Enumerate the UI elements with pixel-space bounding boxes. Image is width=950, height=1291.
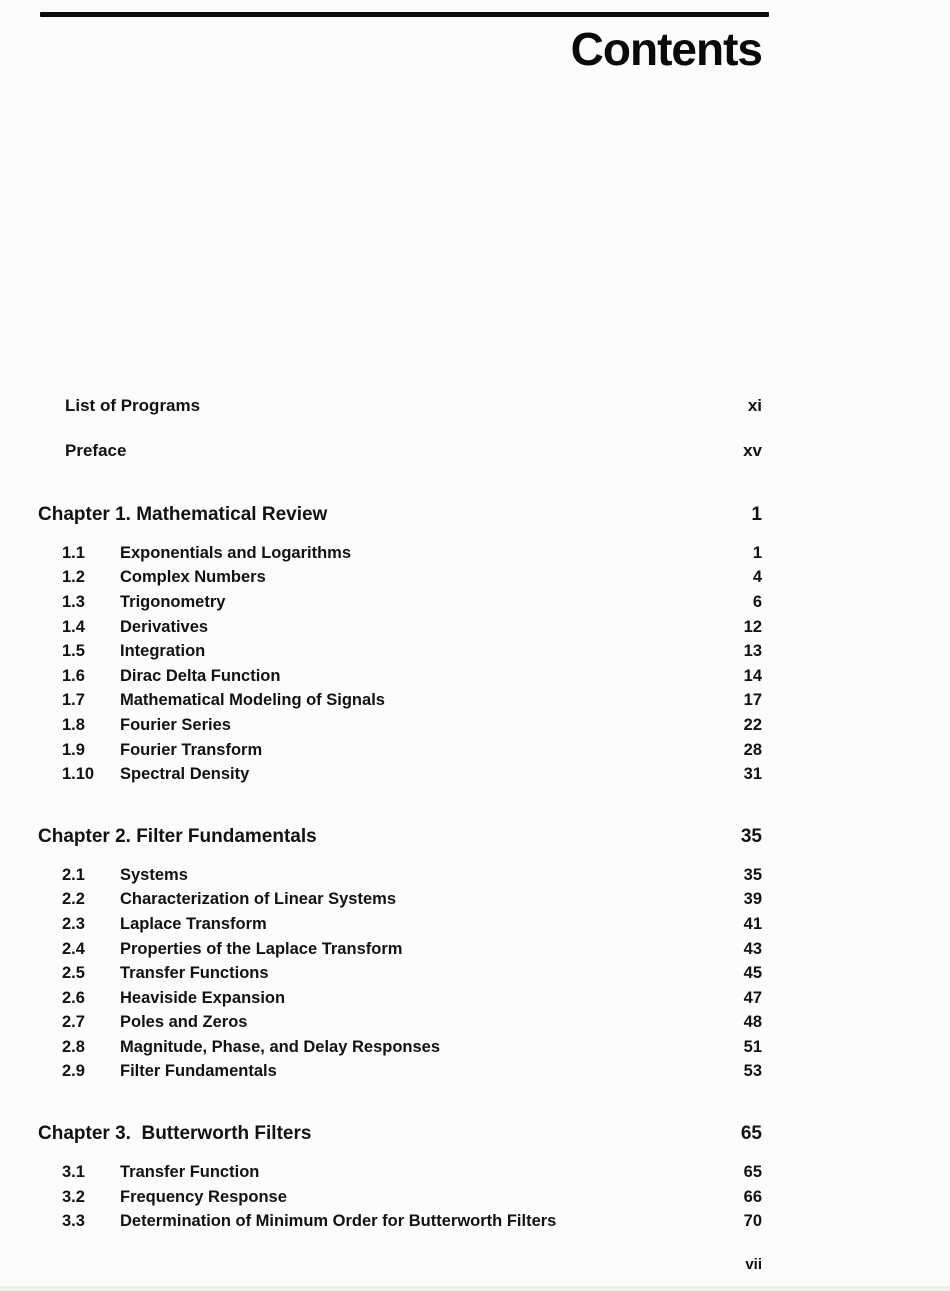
section-title: Complex Numbers [120,568,266,587]
chapter-heading-row [38,827,762,847]
chapter-list [38,505,762,1274]
chapter-block [38,505,762,787]
toc-entry [38,590,762,615]
front-matter-list [38,396,762,486]
section-title: Fourier Transform [120,740,263,759]
section-page-number: 53 [743,1062,762,1081]
toc-entry [38,762,762,787]
section-title: Transfer Functions [120,964,269,983]
section-number: 2.4 [62,939,85,958]
toc-entry [38,961,762,986]
chapter-heading-row [38,1124,762,1144]
section-number: 2.2 [62,890,85,909]
section-number: 1.5 [62,642,85,661]
section-title: Characterization of Linear Systems [120,890,397,909]
section-page-number: 6 [752,592,762,611]
toc-entry [38,664,762,689]
section-title: Derivatives [120,617,209,636]
section-title: Mathematical Modeling of Signals [120,691,385,710]
section-title: Trigonometry [120,592,226,611]
section-title: Heaviside Expansion [120,988,286,1007]
section-title: Properties of the Laplace Transform [120,939,403,958]
section-title: Dirac Delta Function [120,666,281,685]
section-title: Exponentials and Logarithms [120,543,352,562]
toc-entry [38,738,762,763]
chapter-heading-row [38,505,762,525]
section-number: 1.1 [62,543,85,562]
section-page-number: 13 [743,642,762,661]
chapter-page-number: 35 [740,825,762,847]
section-number: 1.3 [62,592,85,611]
section-title: Filter Fundamentals [120,1062,277,1081]
section-number: 2.9 [62,1062,85,1081]
toc-entry-page: xv [743,441,762,460]
section-page-number: 70 [743,1212,762,1231]
section-page-number: 14 [743,666,762,685]
chapter-title: Chapter 2. Filter Fundamentals [38,825,317,847]
section-number: 2.3 [62,914,85,933]
toc-entry [38,912,762,937]
section-page-number: 41 [743,914,762,933]
toc-entry [38,541,762,566]
section-page-number: 1 [752,543,762,562]
section-title: Determination of Minimum Order for Butterworth Filters [120,1212,557,1231]
section-number: 1.6 [62,666,85,685]
section-title: Fourier Series [120,715,231,734]
toc-entry [38,863,762,888]
toc-entry [38,713,762,738]
section-number: 1.2 [62,568,85,587]
toc-entry [38,689,762,714]
section-number: 2.6 [62,988,85,1007]
page-title: Contents [570,23,762,75]
section-number: 2.5 [62,964,85,983]
section-number: 2.1 [62,865,85,884]
section-title: Transfer Function [120,1163,260,1182]
section-number: 3.3 [62,1212,85,1231]
section-page-number: 12 [743,617,762,636]
toc-entry [38,566,762,591]
section-title: Systems [120,865,188,884]
section-page-number: 31 [743,765,762,784]
toc-entry-label: Preface [65,441,127,460]
section-page-number: 51 [743,1037,762,1056]
section-list [38,1160,762,1234]
section-number: 3.1 [62,1163,85,1182]
chapter-page-number: 1 [751,504,762,525]
toc-entry [38,1185,762,1210]
section-number: 2.7 [62,1013,85,1032]
section-number: 1.9 [62,740,85,759]
section-title: Integration [120,642,206,661]
section-title: Poles and Zeros [120,1013,248,1032]
section-number: 1.8 [62,715,85,734]
toc-entry [38,1209,762,1234]
section-number: 2.8 [62,1037,85,1056]
section-page-number: 43 [743,939,762,958]
chapter-page-number: 65 [740,1123,762,1145]
chapter-title: Chapter 1. Mathematical Review [38,504,328,525]
section-number: 1.10 [62,765,95,784]
chapter-title: Chapter 3. Butterworth Filters [38,1123,312,1145]
section-title: Laplace Transform [120,914,267,933]
toc-entry [38,639,762,664]
section-page-number: 28 [743,740,762,759]
section-page-number: 45 [743,964,762,983]
toc-entry [38,396,762,416]
toc-entry [38,937,762,962]
chapter-block [38,827,762,1084]
toc-entry [38,1035,762,1060]
toc-entry-label: List of Programs [65,396,201,415]
section-page-number: 47 [743,988,762,1007]
toc-entry [38,986,762,1011]
section-number: 1.4 [62,617,85,636]
section-page-number: 22 [743,715,762,734]
section-page-number: 4 [752,568,762,587]
section-page-number: 17 [743,691,762,710]
toc-entry [38,615,762,640]
section-title: Spectral Density [120,765,250,784]
toc-entry [38,1060,762,1085]
page-number-footer: vii [745,1256,762,1273]
section-page-number: 65 [743,1163,762,1182]
scan-edge-strip [0,1286,950,1291]
toc-entry [38,1160,762,1185]
section-number: 3.2 [62,1187,85,1206]
section-page-number: 48 [743,1013,762,1032]
toc-entry [38,888,762,913]
toc-entry-page: xi [747,396,762,415]
header-rule [40,12,769,17]
section-title: Magnitude, Phase, and Delay Responses [120,1037,441,1056]
chapter-block [38,1124,762,1234]
toc-entry [38,441,762,461]
section-list [38,541,762,787]
section-title: Frequency Response [120,1187,287,1206]
section-page-number: 39 [743,890,762,909]
section-list [38,863,762,1084]
section-page-number: 66 [743,1187,762,1206]
section-page-number: 35 [743,865,762,884]
toc-entry [38,1011,762,1036]
section-number: 1.7 [62,691,85,710]
